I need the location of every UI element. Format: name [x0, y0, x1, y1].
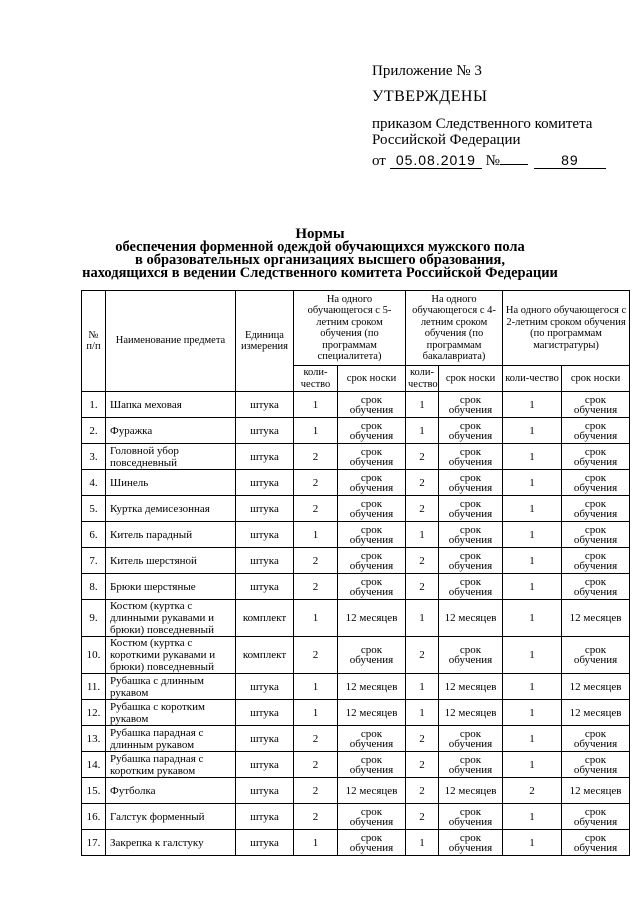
- title-line-4: находящихся в ведении Следственного комитета Российской Федерации: [82, 265, 558, 281]
- item-name: Костюм (куртка с длинными рукавами и брюки) повседневный: [106, 600, 236, 637]
- item-name: Китель шерстяной: [106, 548, 236, 574]
- unit: штука: [236, 548, 294, 574]
- appendix-label: Приложение № 3: [372, 63, 482, 79]
- term-4yr: срок обучения: [439, 444, 503, 470]
- date-line: [372, 152, 606, 169]
- qty-5yr: 1: [294, 522, 338, 548]
- term-5yr: срок обучения: [338, 444, 406, 470]
- term-2yr: 12 месяцев: [562, 600, 630, 637]
- table-row: [82, 700, 630, 726]
- qty-5yr: 2: [294, 496, 338, 522]
- number-prefix: №: [485, 153, 500, 169]
- table-row: [82, 392, 630, 418]
- item-name: Рубашка с длинным рукавом: [106, 674, 236, 700]
- qty-4yr: 1: [406, 418, 439, 444]
- qty-2yr: 1: [503, 674, 562, 700]
- subheader-term: срок носки: [338, 366, 406, 392]
- term-2yr: срок обучения: [562, 470, 630, 496]
- row-number: 17.: [82, 830, 106, 856]
- qty-5yr: 2: [294, 752, 338, 778]
- qty-4yr: 2: [406, 804, 439, 830]
- header-num: № п/п: [82, 291, 106, 392]
- qty-4yr: 2: [406, 470, 439, 496]
- row-number: 16.: [82, 804, 106, 830]
- qty-5yr: 2: [294, 778, 338, 804]
- header-group-4yr: На одного обучающегося с 4-летним сроком обучения (по программам бакалавриата): [406, 291, 503, 366]
- item-name: Шинель: [106, 470, 236, 496]
- qty-4yr: 1: [406, 392, 439, 418]
- norms-table: [81, 290, 630, 856]
- term-4yr: срок обучения: [439, 830, 503, 856]
- table-row: [82, 600, 630, 637]
- term-2yr: срок обучения: [562, 496, 630, 522]
- unit: штука: [236, 674, 294, 700]
- term-4yr: 12 месяцев: [439, 778, 503, 804]
- item-name: Брюки шерстяные: [106, 574, 236, 600]
- table-row: [82, 522, 630, 548]
- row-number: 14.: [82, 752, 106, 778]
- table-row: [82, 830, 630, 856]
- term-5yr: 12 месяцев: [338, 674, 406, 700]
- unit: штука: [236, 522, 294, 548]
- qty-2yr: 2: [503, 778, 562, 804]
- qty-4yr: 2: [406, 726, 439, 752]
- number-underline: [500, 164, 528, 165]
- term-4yr: срок обучения: [439, 752, 503, 778]
- qty-4yr: 1: [406, 600, 439, 637]
- table-row: [82, 726, 630, 752]
- qty-4yr: 2: [406, 496, 439, 522]
- table-row: [82, 674, 630, 700]
- item-name: Рубашка парадная с длинным рукавом: [106, 726, 236, 752]
- header-name: Наименование предмета: [106, 291, 236, 392]
- unit: комплект: [236, 600, 294, 637]
- qty-5yr: 2: [294, 548, 338, 574]
- term-2yr: срок обучения: [562, 752, 630, 778]
- document-title: [0, 228, 640, 280]
- term-4yr: срок обучения: [439, 418, 503, 444]
- subheader-qty: коли-чество: [294, 366, 338, 392]
- term-2yr: 12 месяцев: [562, 778, 630, 804]
- term-4yr: срок обучения: [439, 496, 503, 522]
- unit: штука: [236, 392, 294, 418]
- term-5yr: срок обучения: [338, 637, 406, 674]
- term-2yr: срок обучения: [562, 804, 630, 830]
- qty-2yr: 1: [503, 726, 562, 752]
- table-row: [82, 804, 630, 830]
- unit: штука: [236, 726, 294, 752]
- handwritten-number: 89: [534, 152, 606, 169]
- term-4yr: срок обучения: [439, 574, 503, 600]
- qty-4yr: 1: [406, 674, 439, 700]
- term-4yr: срок обучения: [439, 470, 503, 496]
- header-group-5yr: На одного обучающегося с 5-летним сроком обучения (по программам специалитета): [294, 291, 406, 366]
- item-name: Куртка демисезонная: [106, 496, 236, 522]
- row-number: 5.: [82, 496, 106, 522]
- row-number: 8.: [82, 574, 106, 600]
- qty-5yr: 1: [294, 700, 338, 726]
- term-5yr: срок обучения: [338, 418, 406, 444]
- row-number: 7.: [82, 548, 106, 574]
- qty-4yr: 2: [406, 444, 439, 470]
- item-name: Фуражка: [106, 418, 236, 444]
- header-unit: Единица измерения: [236, 291, 294, 392]
- qty-4yr: 2: [406, 548, 439, 574]
- qty-2yr: 1: [503, 392, 562, 418]
- term-5yr: срок обучения: [338, 496, 406, 522]
- item-name: Закрепка к галстуку: [106, 830, 236, 856]
- unit: штука: [236, 444, 294, 470]
- row-number: 2.: [82, 418, 106, 444]
- term-4yr: срок обучения: [439, 726, 503, 752]
- title-line-2: обеспечения форменной одеждой обучающихся мужского пола: [115, 239, 525, 255]
- row-number: 12.: [82, 700, 106, 726]
- item-name: Головной убор повседневный: [106, 444, 236, 470]
- qty-4yr: 1: [406, 830, 439, 856]
- subheader-qty: коли-чество: [406, 366, 439, 392]
- qty-2yr: 1: [503, 700, 562, 726]
- header-group-2yr: На одного обучающегося с 2-летним сроком обучения (по программам магистратуры): [503, 291, 630, 366]
- term-4yr: 12 месяцев: [439, 600, 503, 637]
- table-row: [82, 548, 630, 574]
- term-4yr: срок обучения: [439, 548, 503, 574]
- item-name: Галстук форменный: [106, 804, 236, 830]
- term-2yr: срок обучения: [562, 444, 630, 470]
- term-5yr: срок обучения: [338, 752, 406, 778]
- term-4yr: срок обучения: [439, 637, 503, 674]
- table-row: [82, 470, 630, 496]
- term-2yr: срок обучения: [562, 418, 630, 444]
- row-number: 10.: [82, 637, 106, 674]
- table-row: [82, 496, 630, 522]
- table-row: [82, 637, 630, 674]
- unit: штука: [236, 830, 294, 856]
- unit: штука: [236, 700, 294, 726]
- table-row: [82, 778, 630, 804]
- unit: комплект: [236, 637, 294, 674]
- unit: штука: [236, 418, 294, 444]
- term-2yr: срок обучения: [562, 574, 630, 600]
- item-name: Шапка меховая: [106, 392, 236, 418]
- qty-2yr: 1: [503, 600, 562, 637]
- item-name: Костюм (куртка с короткими рукавами и брюки) повседневный: [106, 637, 236, 674]
- term-5yr: 12 месяцев: [338, 600, 406, 637]
- table-row: [82, 752, 630, 778]
- table-row: [82, 418, 630, 444]
- handwritten-date: 05.08.2019: [390, 152, 482, 169]
- unit: штука: [236, 752, 294, 778]
- term-5yr: 12 месяцев: [338, 700, 406, 726]
- qty-5yr: 2: [294, 444, 338, 470]
- qty-2yr: 1: [503, 752, 562, 778]
- table-row: [82, 574, 630, 600]
- title-line-3: в образовательных организациях высшего образования,: [135, 252, 505, 268]
- qty-5yr: 2: [294, 804, 338, 830]
- row-number: 3.: [82, 444, 106, 470]
- term-4yr: 12 месяцев: [439, 700, 503, 726]
- qty-5yr: 1: [294, 600, 338, 637]
- term-2yr: 12 месяцев: [562, 674, 630, 700]
- unit: штука: [236, 778, 294, 804]
- table-header-row: [82, 291, 630, 366]
- qty-2yr: 1: [503, 637, 562, 674]
- subheader-term: срок носки: [562, 366, 630, 392]
- qty-5yr: 2: [294, 726, 338, 752]
- unit: штука: [236, 496, 294, 522]
- qty-2yr: 1: [503, 496, 562, 522]
- term-4yr: срок обучения: [439, 804, 503, 830]
- term-2yr: срок обучения: [562, 522, 630, 548]
- unit: штука: [236, 470, 294, 496]
- qty-5yr: 1: [294, 392, 338, 418]
- row-number: 15.: [82, 778, 106, 804]
- qty-2yr: 1: [503, 418, 562, 444]
- term-5yr: срок обучения: [338, 392, 406, 418]
- item-name: Китель парадный: [106, 522, 236, 548]
- qty-2yr: 1: [503, 804, 562, 830]
- qty-2yr: 1: [503, 548, 562, 574]
- qty-4yr: 2: [406, 637, 439, 674]
- qty-4yr: 2: [406, 752, 439, 778]
- qty-5yr: 1: [294, 674, 338, 700]
- term-2yr: 12 месяцев: [562, 700, 630, 726]
- approved-label: УТВЕРЖДЕНЫ: [372, 88, 488, 105]
- term-2yr: срок обучения: [562, 830, 630, 856]
- unit: штука: [236, 804, 294, 830]
- qty-4yr: 1: [406, 522, 439, 548]
- qty-4yr: 2: [406, 778, 439, 804]
- qty-2yr: 1: [503, 470, 562, 496]
- term-5yr: срок обучения: [338, 470, 406, 496]
- row-number: 6.: [82, 522, 106, 548]
- row-number: 11.: [82, 674, 106, 700]
- term-2yr: срок обучения: [562, 392, 630, 418]
- qty-5yr: 2: [294, 470, 338, 496]
- row-number: 1.: [82, 392, 106, 418]
- term-2yr: срок обучения: [562, 726, 630, 752]
- row-number: 4.: [82, 470, 106, 496]
- qty-4yr: 1: [406, 700, 439, 726]
- qty-5yr: 1: [294, 830, 338, 856]
- qty-2yr: 1: [503, 522, 562, 548]
- row-number: 13.: [82, 726, 106, 752]
- term-5yr: срок обучения: [338, 574, 406, 600]
- term-4yr: срок обучения: [439, 522, 503, 548]
- item-name: Рубашка с коротким рукавом: [106, 700, 236, 726]
- term-5yr: срок обучения: [338, 804, 406, 830]
- term-4yr: 12 месяцев: [439, 674, 503, 700]
- order-text: приказом Следственного комитета Российской Федерации: [372, 116, 593, 148]
- term-5yr: срок обучения: [338, 830, 406, 856]
- qty-2yr: 1: [503, 830, 562, 856]
- term-5yr: срок обучения: [338, 548, 406, 574]
- term-5yr: срок обучения: [338, 726, 406, 752]
- table-row: [82, 444, 630, 470]
- date-prefix: от: [372, 153, 386, 169]
- qty-2yr: 1: [503, 574, 562, 600]
- item-name: Футболка: [106, 778, 236, 804]
- qty-4yr: 2: [406, 574, 439, 600]
- item-name: Рубашка парадная с коротким рукавом: [106, 752, 236, 778]
- subheader-term: срок носки: [439, 366, 503, 392]
- qty-5yr: 2: [294, 637, 338, 674]
- row-number: 9.: [82, 600, 106, 637]
- term-2yr: срок обучения: [562, 637, 630, 674]
- qty-5yr: 1: [294, 418, 338, 444]
- term-5yr: срок обучения: [338, 522, 406, 548]
- term-4yr: срок обучения: [439, 392, 503, 418]
- qty-5yr: 2: [294, 574, 338, 600]
- qty-2yr: 1: [503, 444, 562, 470]
- term-2yr: срок обучения: [562, 548, 630, 574]
- unit: штука: [236, 574, 294, 600]
- subheader-qty: коли-чество: [503, 366, 562, 392]
- title-line-1: Нормы: [295, 226, 345, 242]
- term-5yr: 12 месяцев: [338, 778, 406, 804]
